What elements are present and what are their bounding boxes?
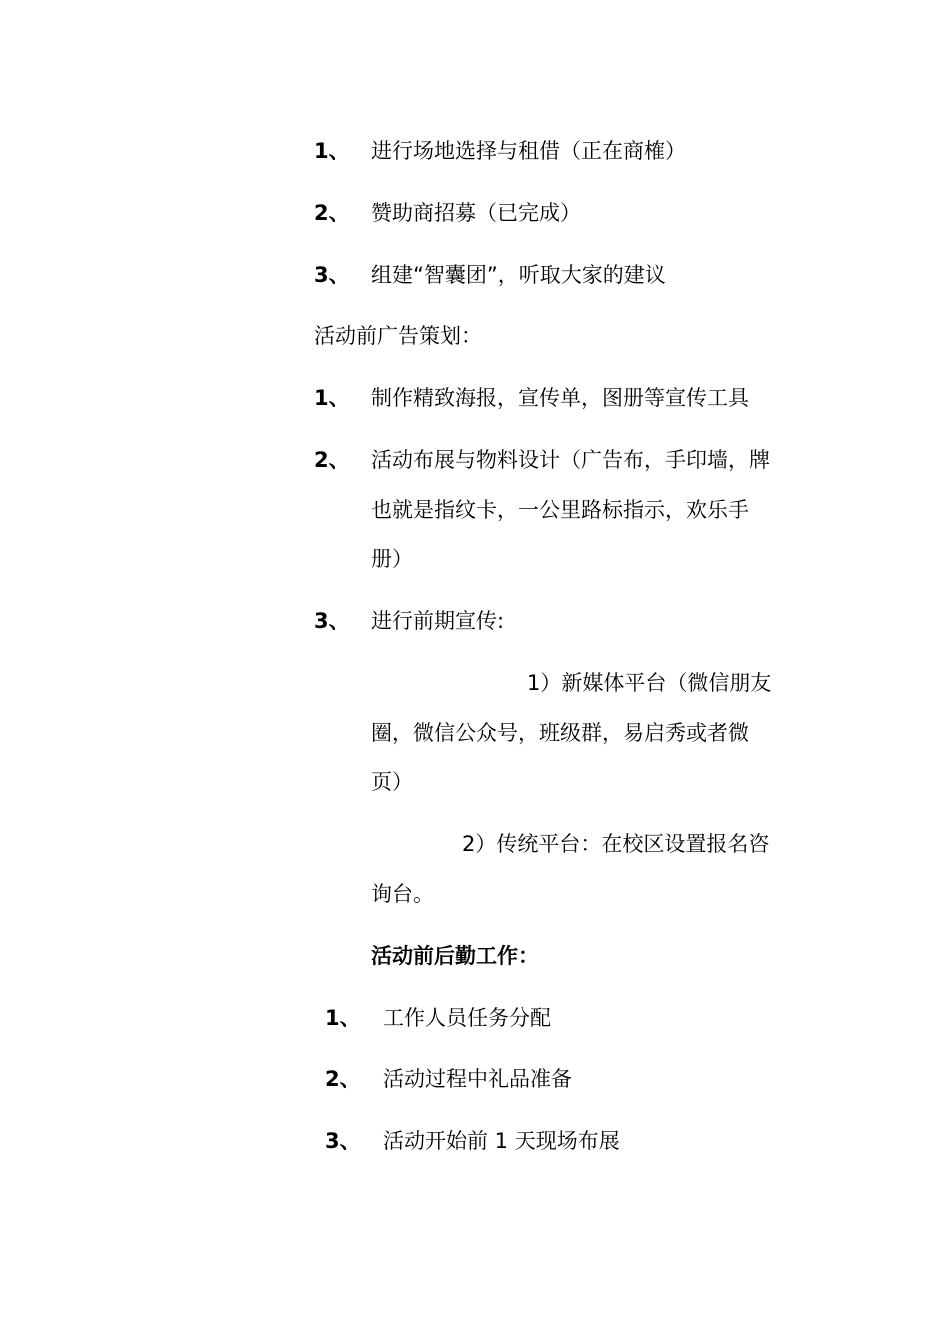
sub-item-text: 圈，微信公众号，班级群，易启秀或者微	[371, 721, 749, 745]
list-number: 3、	[314, 609, 350, 633]
list-number: 3、	[314, 263, 350, 287]
sub-item-text: 页）	[371, 770, 413, 794]
sub-item-text: 1）新媒体平台（微信朋友	[527, 671, 772, 695]
list-item-text: 工作人员任务分配	[383, 1006, 551, 1030]
list-item-text: 活动过程中礼品准备	[383, 1067, 572, 1091]
section-heading: 活动前广告策划：	[314, 324, 482, 348]
list-item-text: 进行前期宣传:	[371, 609, 505, 633]
list-number: 1、	[314, 386, 350, 410]
list-item-text: 进行场地选择与租借（正在商榷）	[371, 139, 686, 163]
list-number: 3、	[325, 1129, 361, 1153]
list-item-text: 活动开始前 1 天现场布展	[383, 1129, 620, 1153]
sub-item-text: 询台。	[371, 882, 434, 906]
sub-item-text: 2）传统平台：在校区设置报名咨	[462, 832, 770, 856]
list-item-text: 也就是指纹卡，一公里路标指示，欢乐手	[371, 498, 749, 522]
section-heading: 活动前后勤工作：	[371, 944, 539, 968]
list-item-text: 活动布展与物料设计（广告布，手印墙，牌	[371, 448, 770, 472]
list-number: 1、	[325, 1006, 361, 1030]
list-item-text: 组建“智囊团”，听取大家的建议	[371, 263, 666, 287]
list-number: 2、	[314, 448, 350, 472]
list-number: 2、	[314, 201, 350, 225]
list-item-text: 赞助商招募（已完成）	[371, 201, 581, 225]
list-number: 2、	[325, 1067, 361, 1091]
list-item-text: 册）	[371, 547, 413, 571]
list-item-text: 制作精致海报，宣传单，图册等宣传工具	[371, 386, 749, 410]
list-number: 1、	[314, 139, 350, 163]
